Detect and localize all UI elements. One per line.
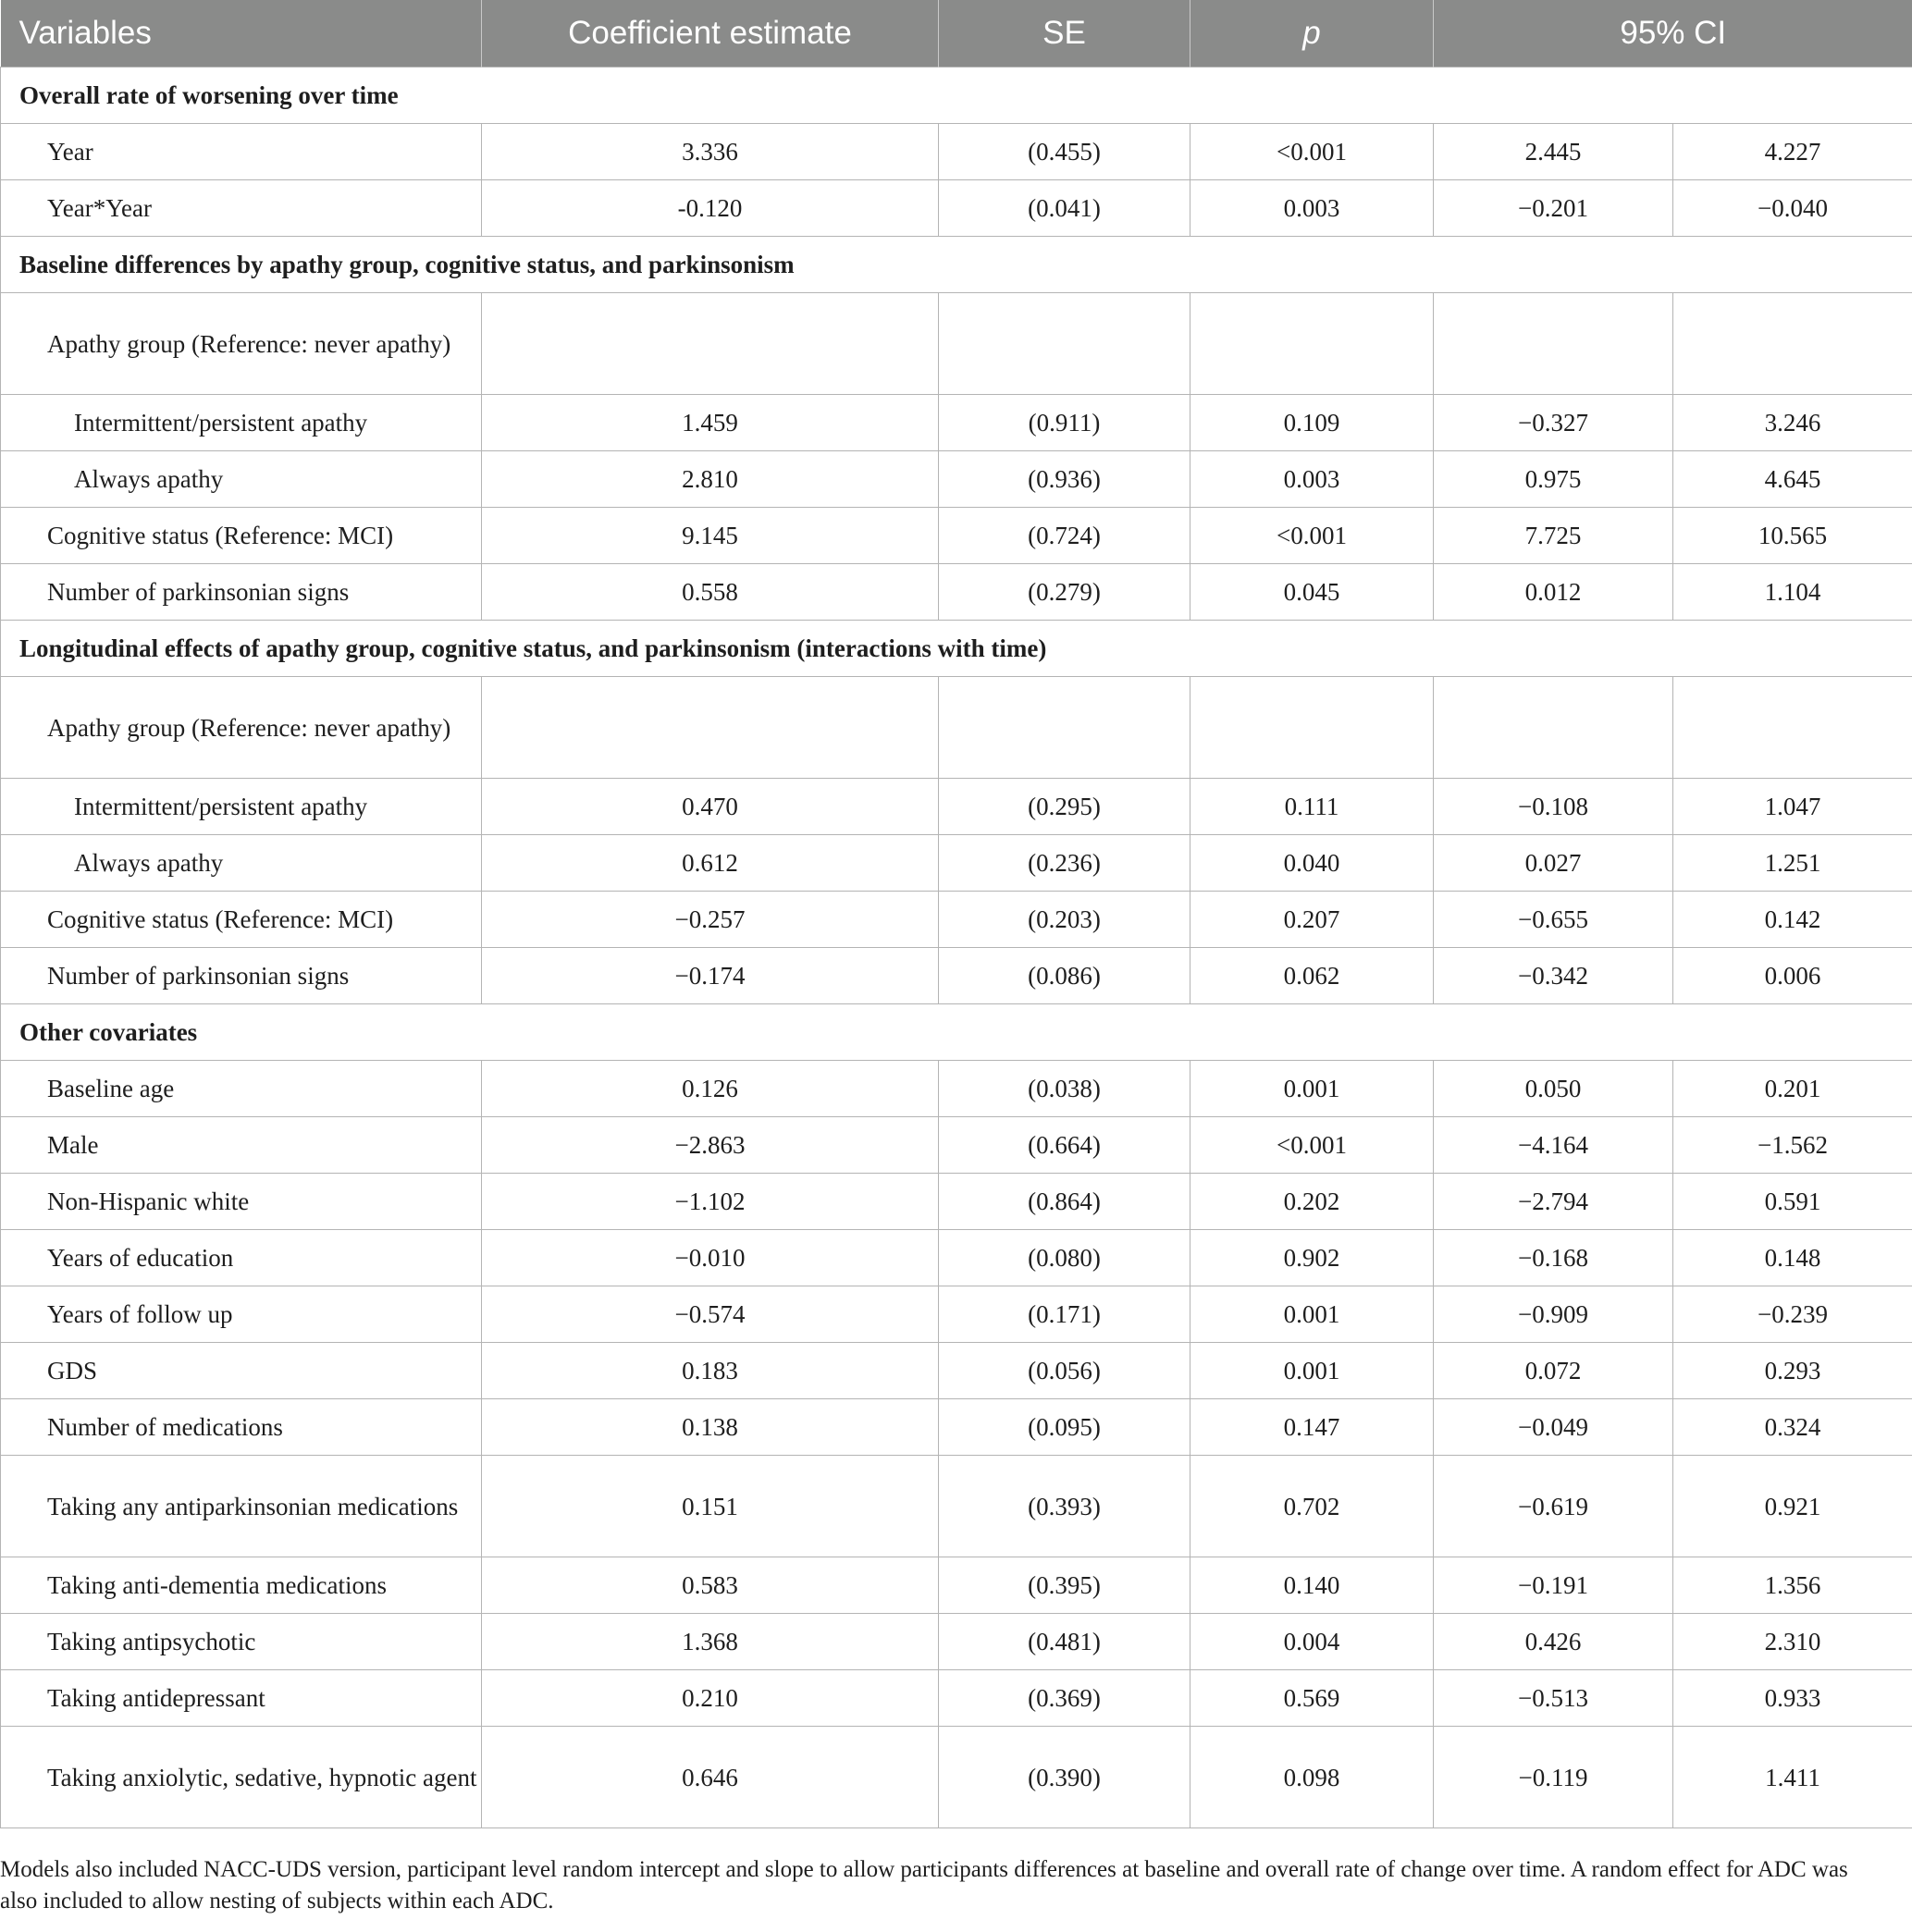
empty-cell (482, 677, 939, 779)
coef-cell: 2.810 (482, 451, 939, 508)
row-label: Years of education (1, 1230, 482, 1286)
section-overall: Overall rate of worsening over time (1, 68, 1912, 124)
row-label: Apathy group (Reference: never apathy) (1, 677, 482, 779)
table-row (1, 124, 1912, 180)
empty-cell (939, 293, 1190, 395)
table-row (1, 293, 1912, 395)
row-label: Male (1, 1117, 482, 1174)
coef-cell: -0.120 (482, 180, 939, 237)
table-row (1, 779, 1912, 835)
table-row (1, 1727, 1912, 1828)
se-cell: (0.203) (939, 892, 1190, 948)
se-cell: (0.864) (939, 1174, 1190, 1230)
p-cell: 0.003 (1190, 180, 1434, 237)
se-cell: (0.056) (939, 1343, 1190, 1399)
ci-upper-cell: −0.239 (1673, 1286, 1912, 1343)
coef-cell: −0.257 (482, 892, 939, 948)
ci-upper-cell: 0.148 (1673, 1230, 1912, 1286)
se-cell: (0.080) (939, 1230, 1190, 1286)
coef-cell: −1.102 (482, 1174, 939, 1230)
p-cell: 0.702 (1190, 1456, 1434, 1557)
ci-upper-cell: −0.040 (1673, 180, 1912, 237)
p-cell: 0.045 (1190, 564, 1434, 621)
row-label: Taking antidepressant (1, 1670, 482, 1727)
ci-upper-cell: 10.565 (1673, 508, 1912, 564)
se-cell: (0.911) (939, 395, 1190, 451)
ci-upper-cell: 0.324 (1673, 1399, 1912, 1456)
ci-lower-cell: 0.027 (1434, 835, 1673, 892)
ci-upper-cell: 1.104 (1673, 564, 1912, 621)
row-label: Intermittent/persistent apathy (1, 395, 482, 451)
ci-lower-cell: −0.342 (1434, 948, 1673, 1004)
row-label: Cognitive status (Reference: MCI) (1, 892, 482, 948)
ci-upper-cell: 4.645 (1673, 451, 1912, 508)
ci-upper-cell: 1.047 (1673, 779, 1912, 835)
ci-lower-cell: −0.327 (1434, 395, 1673, 451)
p-cell: 0.111 (1190, 779, 1434, 835)
table-row (1, 1061, 1912, 1117)
coef-cell: 0.612 (482, 835, 939, 892)
empty-cell (1673, 677, 1912, 779)
table-row (1, 835, 1912, 892)
row-label: Year (1, 124, 482, 180)
p-cell: <0.001 (1190, 124, 1434, 180)
empty-cell (1190, 293, 1434, 395)
table-row (1, 508, 1912, 564)
row-label: Intermittent/persistent apathy (1, 779, 482, 835)
ci-lower-cell: −2.794 (1434, 1174, 1673, 1230)
table-row (1, 395, 1912, 451)
ci-upper-cell: 0.591 (1673, 1174, 1912, 1230)
p-cell: 0.001 (1190, 1286, 1434, 1343)
table-row (1, 1343, 1912, 1399)
se-cell: (0.295) (939, 779, 1190, 835)
se-cell: (0.481) (939, 1614, 1190, 1670)
row-label: Non-Hispanic white (1, 1174, 482, 1230)
table-row (1, 1557, 1912, 1614)
table-row (1, 180, 1912, 237)
ci-lower-cell: 0.050 (1434, 1061, 1673, 1117)
row-label: Baseline age (1, 1061, 482, 1117)
p-cell: 0.004 (1190, 1614, 1434, 1670)
table-row (1, 1614, 1912, 1670)
se-cell: (0.936) (939, 451, 1190, 508)
header-ci: 95% CI (1434, 0, 1912, 68)
row-label: Number of parkinsonian signs (1, 948, 482, 1004)
coef-cell: −0.574 (482, 1286, 939, 1343)
empty-cell (939, 677, 1190, 779)
coef-cell: 1.459 (482, 395, 939, 451)
coef-cell: 0.210 (482, 1670, 939, 1727)
section-other: Other covariates (1, 1004, 1912, 1061)
table-row (1, 564, 1912, 621)
ci-lower-cell: −0.191 (1434, 1557, 1673, 1614)
ci-upper-cell: 4.227 (1673, 124, 1912, 180)
se-cell: (0.041) (939, 180, 1190, 237)
ci-lower-cell: 0.426 (1434, 1614, 1673, 1670)
coef-cell: 0.151 (482, 1456, 939, 1557)
row-label: Always apathy (1, 451, 482, 508)
row-label: Number of medications (1, 1399, 482, 1456)
p-cell: 0.569 (1190, 1670, 1434, 1727)
coef-cell: −2.863 (482, 1117, 939, 1174)
p-cell: 0.001 (1190, 1061, 1434, 1117)
p-cell: 0.902 (1190, 1230, 1434, 1286)
row-label: Years of follow up (1, 1286, 482, 1343)
se-cell: (0.390) (939, 1727, 1190, 1828)
se-cell: (0.236) (939, 835, 1190, 892)
se-cell: (0.393) (939, 1456, 1190, 1557)
ci-upper-cell: −1.562 (1673, 1117, 1912, 1174)
ci-lower-cell: 0.975 (1434, 451, 1673, 508)
coef-cell: −0.174 (482, 948, 939, 1004)
p-cell: 0.109 (1190, 395, 1434, 451)
coef-cell: 0.183 (482, 1343, 939, 1399)
ci-upper-cell: 1.251 (1673, 835, 1912, 892)
p-cell: 0.147 (1190, 1399, 1434, 1456)
empty-cell (1434, 293, 1673, 395)
row-label: Always apathy (1, 835, 482, 892)
table-row (1, 892, 1912, 948)
section-row (1, 1004, 1912, 1061)
se-cell: (0.086) (939, 948, 1190, 1004)
coef-cell: 0.138 (482, 1399, 939, 1456)
ci-lower-cell: −0.049 (1434, 1399, 1673, 1456)
empty-cell (482, 293, 939, 395)
se-cell: (0.664) (939, 1117, 1190, 1174)
header-variables: Variables (1, 0, 482, 68)
p-cell: 0.202 (1190, 1174, 1434, 1230)
se-cell: (0.369) (939, 1670, 1190, 1727)
coef-cell: 0.126 (482, 1061, 939, 1117)
table-row (1, 1456, 1912, 1557)
section-row (1, 621, 1912, 677)
empty-cell (1434, 677, 1673, 779)
row-label: Apathy group (Reference: never apathy) (1, 293, 482, 395)
section-baseline: Baseline differences by apathy group, cognitive status, and parkinsonism (1, 237, 1912, 293)
coef-cell: 0.646 (482, 1727, 939, 1828)
ci-lower-cell: −4.164 (1434, 1117, 1673, 1174)
se-cell: (0.038) (939, 1061, 1190, 1117)
coef-cell: 3.336 (482, 124, 939, 180)
se-cell: (0.171) (939, 1286, 1190, 1343)
section-row (1, 68, 1912, 124)
row-label: Year*Year (1, 180, 482, 237)
table-row (1, 677, 1912, 779)
table-row (1, 1286, 1912, 1343)
se-cell: (0.095) (939, 1399, 1190, 1456)
table-row (1, 1230, 1912, 1286)
ci-upper-cell: 0.201 (1673, 1061, 1912, 1117)
row-label: Taking any antiparkinsonian medications (1, 1456, 482, 1557)
p-cell: <0.001 (1190, 508, 1434, 564)
p-cell: 0.140 (1190, 1557, 1434, 1614)
table-row (1, 1117, 1912, 1174)
row-label: Taking antipsychotic (1, 1614, 482, 1670)
row-label: Taking anxiolytic, sedative, hypnotic agent (1, 1727, 482, 1828)
ci-upper-cell: 0.933 (1673, 1670, 1912, 1727)
p-cell: 0.003 (1190, 451, 1434, 508)
ci-lower-cell: 0.012 (1434, 564, 1673, 621)
ci-upper-cell: 2.310 (1673, 1614, 1912, 1670)
se-cell: (0.395) (939, 1557, 1190, 1614)
p-cell: 0.001 (1190, 1343, 1434, 1399)
ci-lower-cell: 7.725 (1434, 508, 1673, 564)
coef-cell: 0.583 (482, 1557, 939, 1614)
se-cell: (0.455) (939, 124, 1190, 180)
ci-upper-cell: 1.411 (1673, 1727, 1912, 1828)
se-cell: (0.279) (939, 564, 1190, 621)
table-row (1, 451, 1912, 508)
coef-cell: 0.470 (482, 779, 939, 835)
row-label: GDS (1, 1343, 482, 1399)
ci-upper-cell: 1.356 (1673, 1557, 1912, 1614)
ci-lower-cell: −0.119 (1434, 1727, 1673, 1828)
ci-upper-cell: 3.246 (1673, 395, 1912, 451)
ci-lower-cell: −0.655 (1434, 892, 1673, 948)
ci-upper-cell: 0.006 (1673, 948, 1912, 1004)
coef-cell: 0.558 (482, 564, 939, 621)
se-cell: (0.724) (939, 508, 1190, 564)
p-cell: 0.207 (1190, 892, 1434, 948)
ci-lower-cell: −0.909 (1434, 1286, 1673, 1343)
table-row (1, 1174, 1912, 1230)
ci-lower-cell: −0.168 (1434, 1230, 1673, 1286)
ci-lower-cell: 0.072 (1434, 1343, 1673, 1399)
header-p: p (1190, 0, 1434, 68)
table-row (1, 1670, 1912, 1727)
header-coefficient: Coefficient estimate (482, 0, 939, 68)
empty-cell (1190, 677, 1434, 779)
p-cell: 0.098 (1190, 1727, 1434, 1828)
ci-lower-cell: −0.108 (1434, 779, 1673, 835)
header-se: SE (939, 0, 1190, 68)
ci-lower-cell: −0.513 (1434, 1670, 1673, 1727)
ci-upper-cell: 0.142 (1673, 892, 1912, 948)
row-label: Number of parkinsonian signs (1, 564, 482, 621)
ci-lower-cell: −0.201 (1434, 180, 1673, 237)
ci-upper-cell: 0.921 (1673, 1456, 1912, 1557)
section-longitudinal: Longitudinal effects of apathy group, cognitive status, and parkinsonism (interactions with time) (1, 621, 1912, 677)
table-footnote: Models also included NACC-UDS version, participant level random intercept and slope to allow participants differences at baseline and overall rate of change over time. A random effect for ADC was also included to allow nesting of subjects within each ADC. (0, 1857, 1848, 1914)
p-cell: 0.062 (1190, 948, 1434, 1004)
row-label: Taking anti-dementia medications (1, 1557, 482, 1614)
header-row (1, 0, 1912, 68)
table-row (1, 1399, 1912, 1456)
coef-cell: −0.010 (482, 1230, 939, 1286)
row-label: Cognitive status (Reference: MCI) (1, 508, 482, 564)
coef-cell: 1.368 (482, 1614, 939, 1670)
coef-cell: 9.145 (482, 508, 939, 564)
section-row (1, 237, 1912, 293)
p-cell: 0.040 (1190, 835, 1434, 892)
table-row (1, 948, 1912, 1004)
ci-lower-cell: 2.445 (1434, 124, 1673, 180)
ci-lower-cell: −0.619 (1434, 1456, 1673, 1557)
p-cell: <0.001 (1190, 1117, 1434, 1174)
empty-cell (1673, 293, 1912, 395)
ci-upper-cell: 0.293 (1673, 1343, 1912, 1399)
